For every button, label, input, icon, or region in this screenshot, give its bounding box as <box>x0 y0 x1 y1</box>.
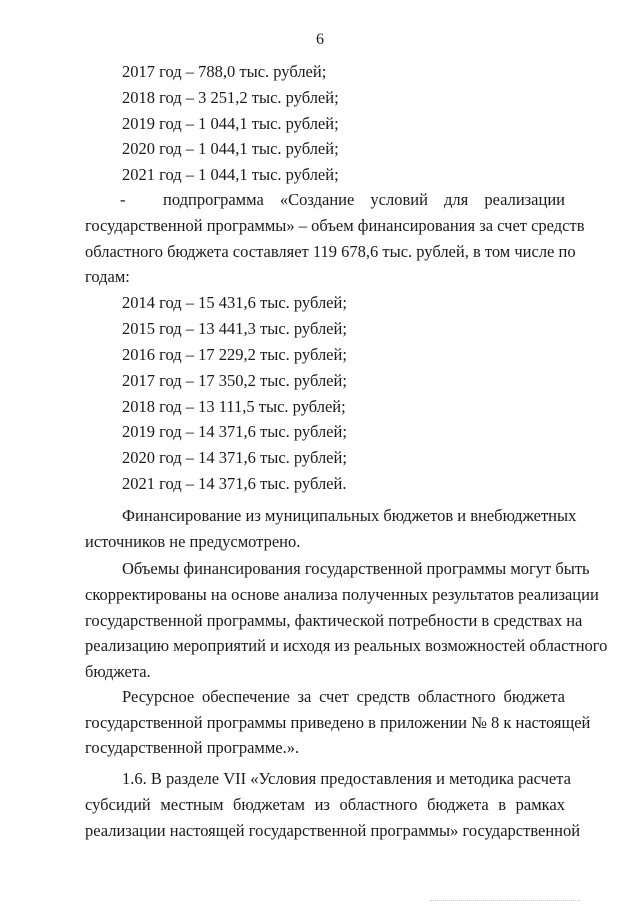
page-number: 6 <box>316 31 324 48</box>
year-line: 2016 год – 17 229,2 тыс. рублей; <box>122 345 347 364</box>
text-line: 1.6. В разделе VII «Условия предоставления и методика расчета <box>122 769 571 788</box>
text-line: областного бюджета составляет 119 678,6 тыс. рублей, в том числе по <box>85 242 576 261</box>
text-line: государственной программы, фактической потребности в средствах на <box>85 611 583 630</box>
year-line: 2019 год – 14 371,6 тыс. рублей; <box>122 422 347 441</box>
year-line: 2020 год – 1 044,1 тыс. рублей; <box>122 139 339 158</box>
year-line: 2015 год – 13 441,3 тыс. рублей; <box>122 319 347 338</box>
text-line: годам: <box>85 267 130 286</box>
scan-artifact <box>430 899 580 901</box>
year-line: 2021 год – 14 371,6 тыс. рублей. <box>122 474 347 493</box>
year-line: 2019 год – 1 044,1 тыс. рублей; <box>122 114 339 133</box>
year-line: 2021 год – 1 044,1 тыс. рублей; <box>122 165 339 184</box>
text-line: реализации настоящей государственной программы» государственной <box>85 821 581 840</box>
text-line: реализацию мероприятий и исходя из реальных возможностей областного <box>85 636 608 655</box>
text-line: субсидий местным бюджетам из областного бюджета в рамках <box>85 795 565 814</box>
text-line: бюджета. <box>85 662 151 681</box>
text-line: Ресурсное обеспечение за счет средств областного бюджета <box>122 687 565 706</box>
year-line: 2018 год – 3 251,2 тыс. рублей; <box>122 88 339 107</box>
text-line: государственной программы» – объем финансирования за счет средств <box>85 216 585 235</box>
year-line: 2020 год – 14 371,6 тыс. рублей; <box>122 448 347 467</box>
text-line: Финансирование из муниципальных бюджетов и внебюджетных <box>122 506 577 525</box>
list-dash: - <box>120 190 126 209</box>
text-line: скорректированы на основе анализа полученных результатов реализации <box>85 585 599 604</box>
text-line: Объемы финансирования государственной программы могут быть <box>122 559 590 578</box>
year-line: 2017 год – 788,0 тыс. рублей; <box>122 62 327 81</box>
year-line: 2018 год – 13 111,5 тыс. рублей; <box>122 397 346 416</box>
text-line: источников не предусмотрено. <box>85 532 301 551</box>
year-line: 2014 год – 15 431,6 тыс. рублей; <box>122 293 347 312</box>
text-line: государственной программы приведено в приложении № 8 к настоящей <box>85 713 591 732</box>
text-line: государственной программе.». <box>85 738 300 757</box>
year-line: 2017 год – 17 350,2 тыс. рублей; <box>122 371 347 390</box>
text-line: подпрограмма «Создание условий для реализации <box>163 190 565 209</box>
